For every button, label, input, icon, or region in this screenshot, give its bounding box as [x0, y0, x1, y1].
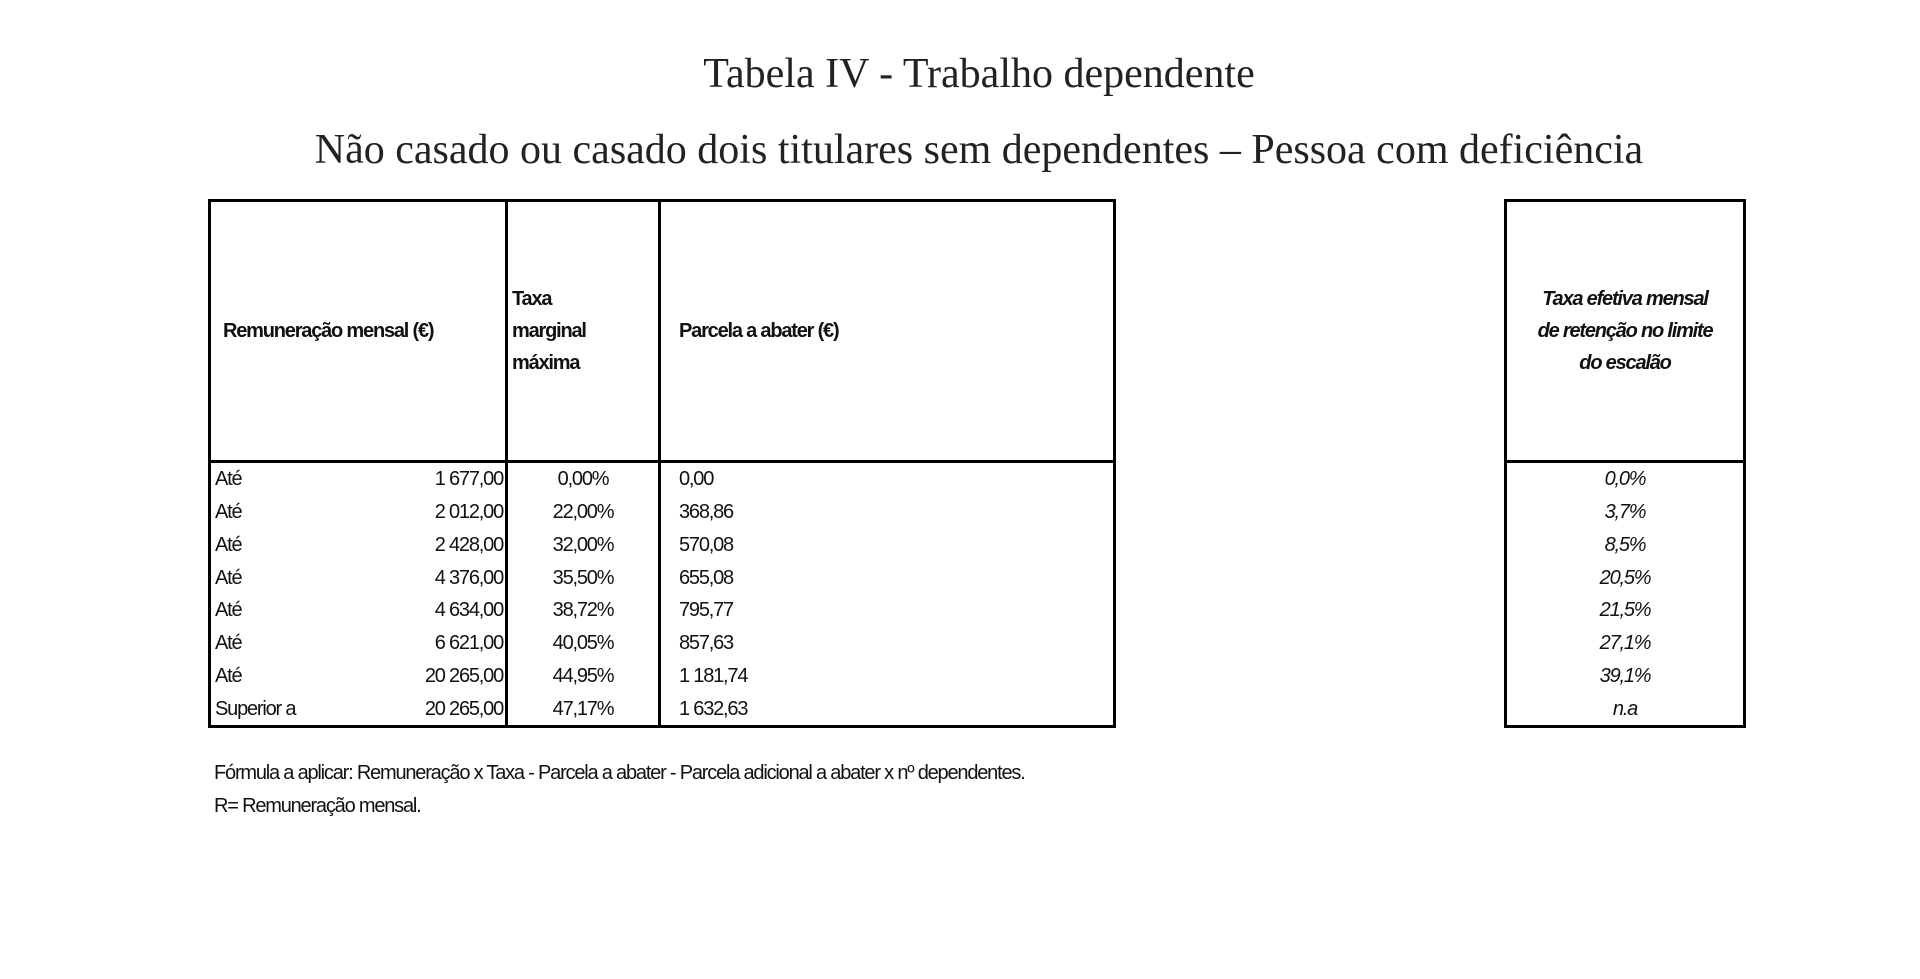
row-deduction: 1 632,63	[660, 692, 1115, 726]
header-efetiva-line1: Taxa efetiva mensal	[1542, 288, 1708, 310]
table-row	[210, 692, 1115, 726]
table-row	[210, 627, 1115, 660]
formula-note: Fórmula a aplicar: Remuneração x Taxa - Parcela a abater - Parcela adicional a abater x nº dependentes.	[214, 762, 1025, 784]
table-row	[210, 660, 1115, 693]
row-amount: 4 634,00	[298, 594, 506, 627]
row-label: Até	[210, 561, 299, 594]
row-label: Superior a	[210, 692, 299, 726]
row-deduction: 570,08	[660, 529, 1115, 562]
row-amount: 1 677,00	[298, 462, 506, 496]
row-label: Até	[210, 594, 299, 627]
row-label: Até	[210, 496, 299, 529]
header-taxa-line1: Taxa	[512, 288, 552, 310]
table-row	[210, 529, 1115, 562]
row-amount: 2 428,00	[298, 529, 506, 562]
table-row	[1506, 561, 1745, 594]
row-amount: 20 265,00	[298, 660, 506, 693]
row-effective-rate: 20,5%	[1506, 561, 1745, 594]
document-title: Tabela IV - Trabalho dependente	[703, 51, 1255, 97]
table-row	[1506, 627, 1745, 660]
row-deduction: 1 181,74	[660, 660, 1115, 693]
row-label: Até	[210, 462, 299, 496]
table-row	[1506, 462, 1745, 496]
table-row	[210, 462, 1115, 496]
withholding-table	[208, 199, 1116, 728]
row-rate: 47,17%	[507, 692, 660, 726]
row-rate: 38,72%	[507, 594, 660, 627]
row-effective-rate: n.a	[1506, 692, 1745, 726]
table-header-row	[210, 201, 1115, 462]
table-row	[1506, 594, 1745, 627]
header-taxa-marginal	[507, 201, 660, 462]
row-amount: 2 012,00	[298, 496, 506, 529]
row-effective-rate: 0,0%	[1506, 462, 1745, 496]
row-deduction: 0,00	[660, 462, 1115, 496]
row-rate: 44,95%	[507, 660, 660, 693]
header-taxa-line2: marginal	[512, 320, 586, 342]
row-effective-rate: 27,1%	[1506, 627, 1745, 660]
table-row	[210, 561, 1115, 594]
effective-rate-table	[1504, 199, 1746, 728]
row-deduction: 795,77	[660, 594, 1115, 627]
row-amount: 20 265,00	[298, 692, 506, 726]
legend-note: R= Remuneração mensal.	[214, 795, 421, 817]
footnotes	[214, 757, 1025, 823]
row-effective-rate: 21,5%	[1506, 594, 1745, 627]
row-amount: 6 621,00	[298, 627, 506, 660]
row-deduction: 655,08	[660, 561, 1115, 594]
table-row	[210, 594, 1115, 627]
row-label: Até	[210, 660, 299, 693]
table-row	[210, 496, 1115, 529]
header-remuneracao: Remuneração mensal (€)	[210, 201, 507, 462]
row-rate: 22,00%	[507, 496, 660, 529]
row-rate: 0,00%	[507, 462, 660, 496]
row-label: Até	[210, 627, 299, 660]
row-label: Até	[210, 529, 299, 562]
table-row	[1506, 692, 1745, 726]
row-rate: 35,50%	[507, 561, 660, 594]
row-deduction: 368,86	[660, 496, 1115, 529]
header-parcela: Parcela a abater (€)	[660, 201, 1115, 462]
header-taxa-line3: máxima	[512, 352, 580, 374]
header-efetiva-line2: de retenção no limite	[1537, 320, 1713, 342]
table-header-row	[1506, 201, 1745, 462]
document-subtitle: Não casado ou casado dois titulares sem dependentes – Pessoa com deficiência	[314, 127, 1644, 173]
row-rate: 32,00%	[507, 529, 660, 562]
header-efetiva-line3: do escalão	[1579, 352, 1671, 374]
row-effective-rate: 39,1%	[1506, 660, 1745, 693]
table-row	[1506, 496, 1745, 529]
table-row	[1506, 660, 1745, 693]
row-deduction: 857,63	[660, 627, 1115, 660]
table-row	[1506, 529, 1745, 562]
row-effective-rate: 3,7%	[1506, 496, 1745, 529]
row-effective-rate: 8,5%	[1506, 529, 1745, 562]
row-amount: 4 376,00	[298, 561, 506, 594]
header-taxa-efetiva	[1506, 201, 1745, 462]
row-rate: 40,05%	[507, 627, 660, 660]
